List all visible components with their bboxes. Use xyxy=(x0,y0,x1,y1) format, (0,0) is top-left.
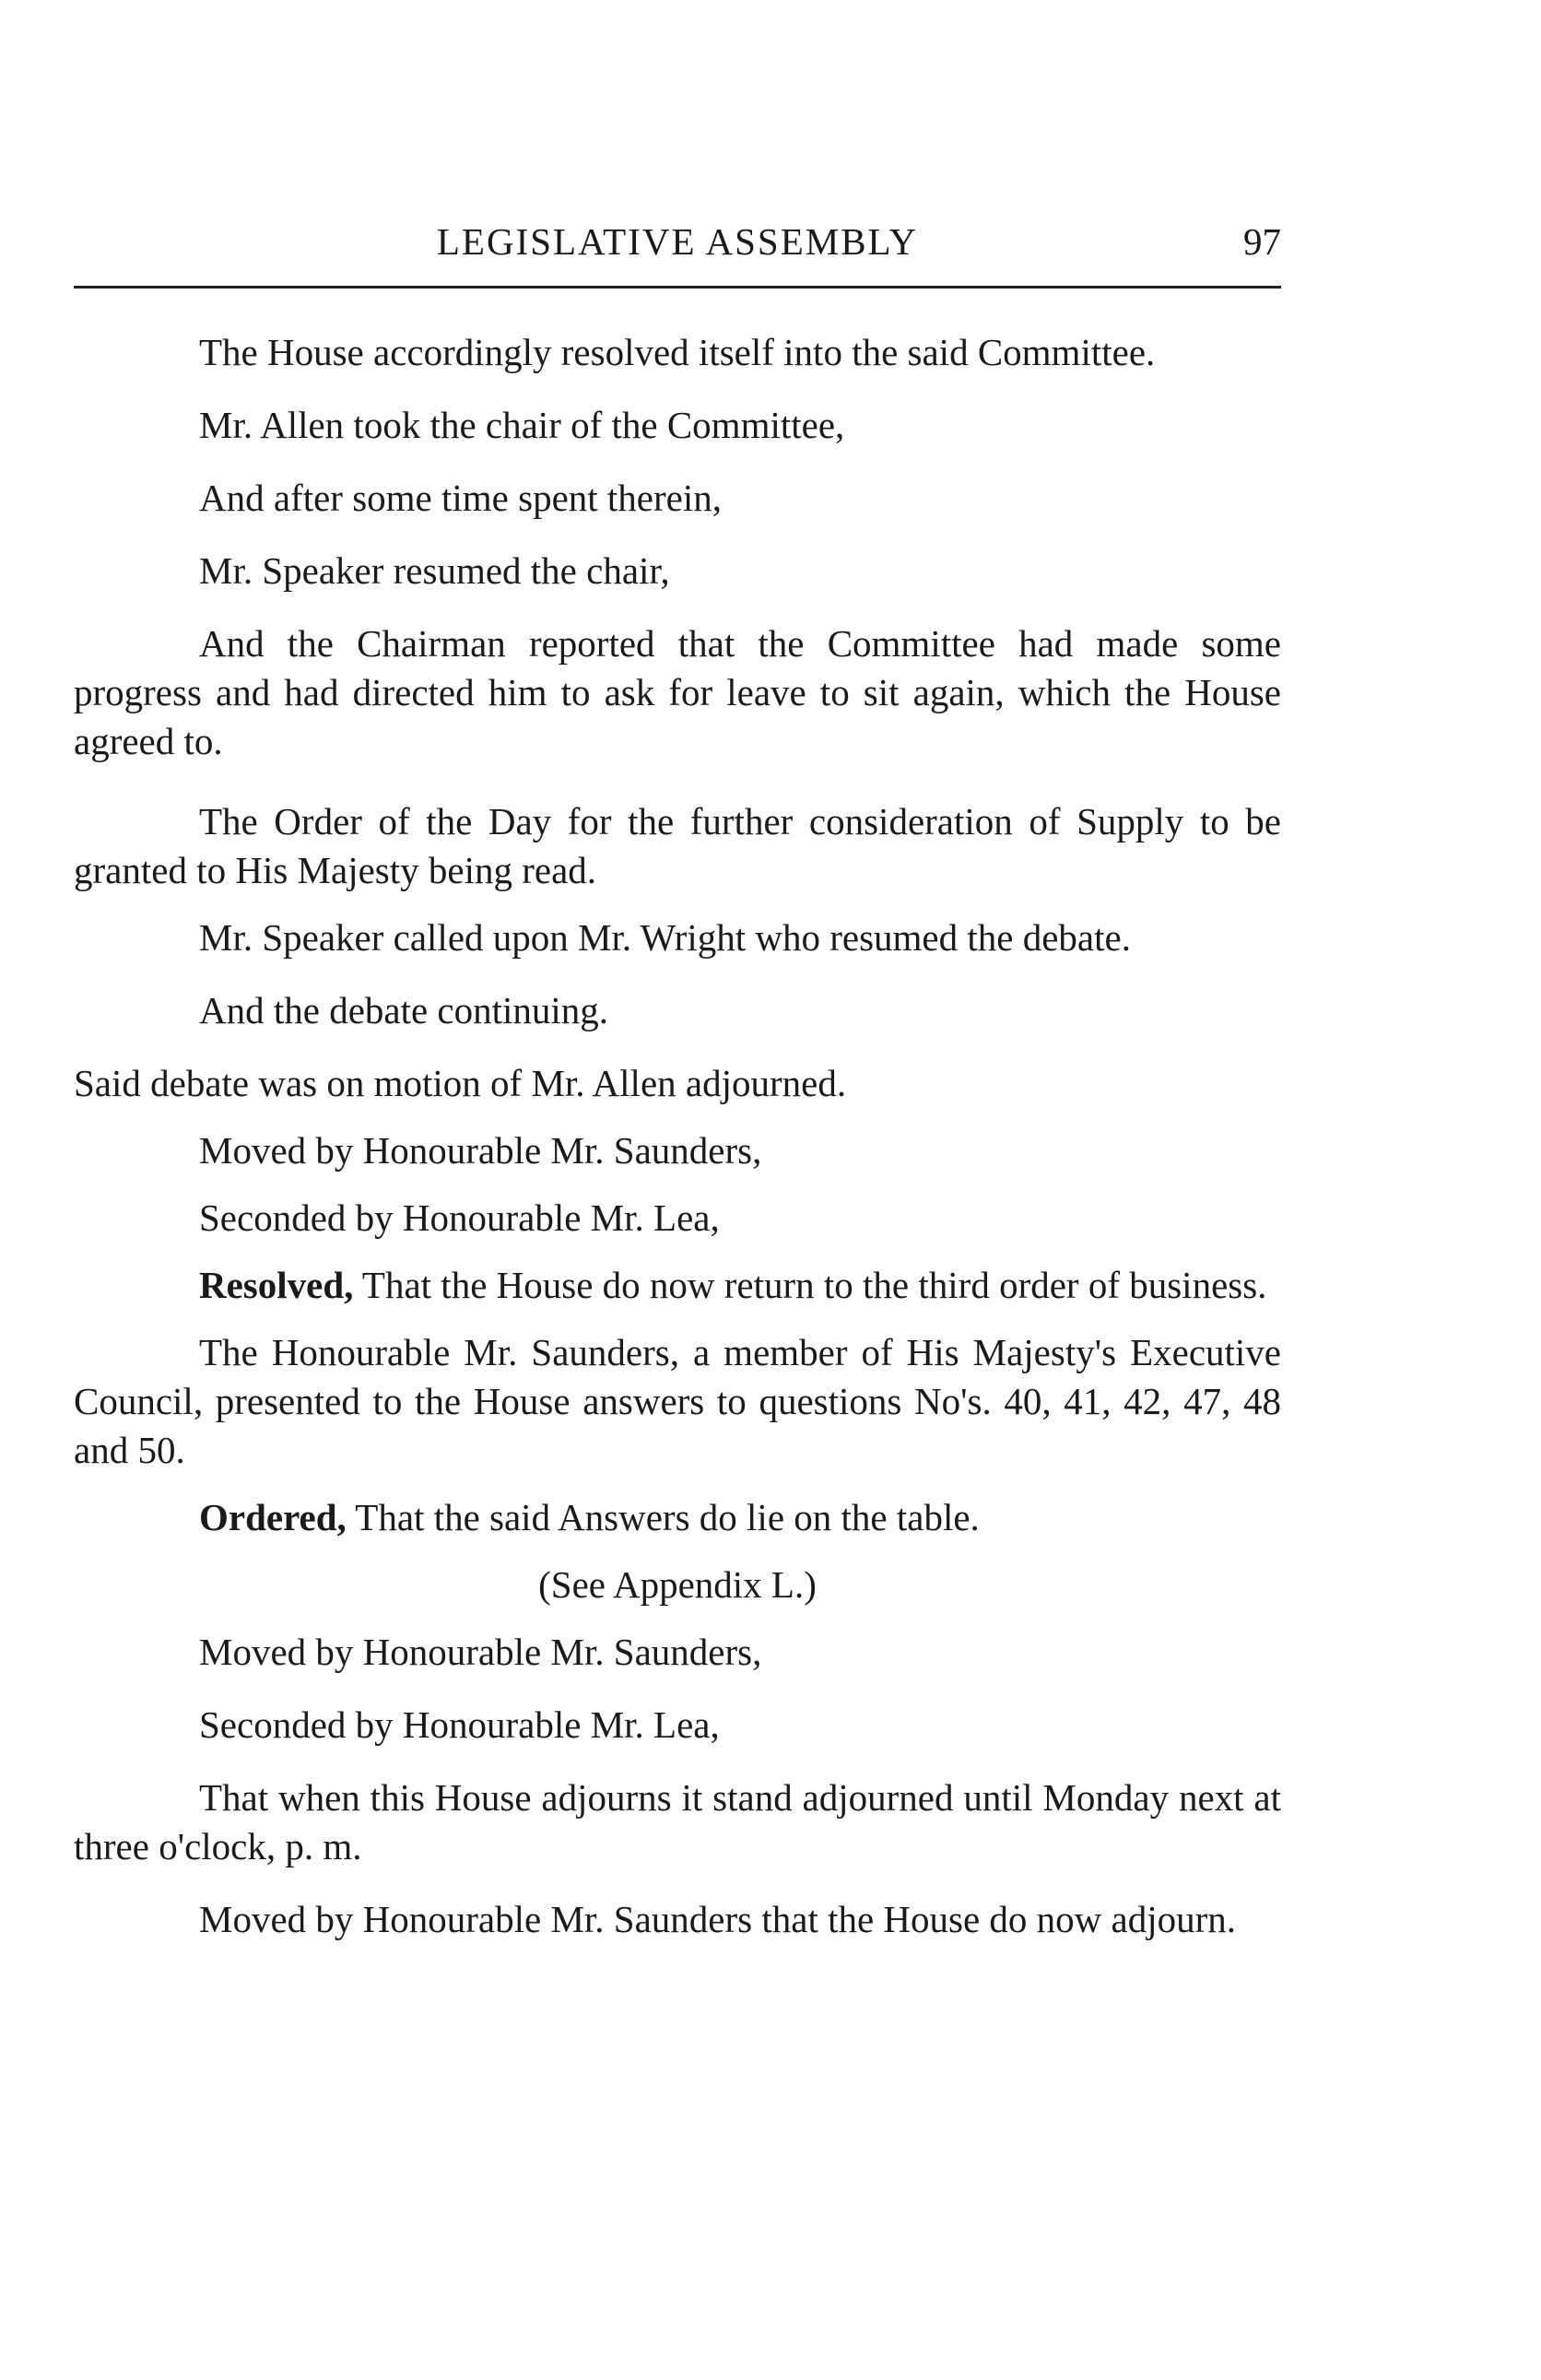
paragraph-appendix-ref: (See Appendix L.) xyxy=(538,1563,817,1606)
ordered-text: That the said Answers do lie on the table. xyxy=(346,1496,980,1538)
paragraph-adjourn-motion: Moved by Honourable Mr. Saunders that the House do now adjourn. xyxy=(199,1898,1237,1940)
paragraph-time-spent: And after some time spent therein, xyxy=(199,477,722,519)
paragraph-seconded: Seconded by Honourable Mr. Lea, xyxy=(199,1196,720,1239)
body-text xyxy=(74,328,1281,1944)
paragraph-moved: Moved by Honourable Mr. Saunders, xyxy=(199,1129,762,1172)
running-head xyxy=(74,219,1281,275)
paragraph-stand-adjourned: That when this House adjourns it stand adjourned until Monday next at three o'clock, p. m. xyxy=(74,1776,1281,1867)
paragraph-moved-2: Moved by Honourable Mr. Saunders, xyxy=(199,1631,762,1673)
paragraph-answers-presented: The Honourable Mr. Saunders, a member of His Majesty's Executive Council, presented to the House answers to questions No's. 40, 41, 42, 47, 48 and 50. xyxy=(74,1331,1281,1471)
paragraph-chair: Mr. Allen took the chair of the Committee, xyxy=(199,404,845,446)
paragraph-ordered xyxy=(74,1493,1281,1542)
paragraph-speaker-resumed: Mr. Speaker resumed the chair, xyxy=(199,549,670,592)
paragraph-chairman-report: And the Chairman reported that the Committee had made some progress and had directed him to ask for leave to sit again, which the House agreed to. xyxy=(74,622,1281,762)
page-number: 97 xyxy=(1243,220,1281,263)
ordered-keyword: Ordered, xyxy=(199,1496,347,1538)
header-rule xyxy=(74,286,1281,289)
paragraph-debate-continuing: And the debate continuing. xyxy=(199,989,609,1031)
resolved-text: That the House do now return to the third order of business. xyxy=(353,1264,1267,1306)
paragraph-adjourned: Said debate was on motion of Mr. Allen adjourned. xyxy=(74,1062,847,1104)
paragraph-order-of-day: The Order of the Day for the further consideration of Supply to be granted to His Majesty being read. xyxy=(74,800,1281,891)
paragraph-resolved xyxy=(74,1261,1281,1310)
running-title: LEGISLATIVE ASSEMBLY xyxy=(436,220,919,263)
paragraph-debate: Mr. Speaker called upon Mr. Wright who resumed the debate. xyxy=(199,916,1131,959)
resolved-keyword: Resolved, xyxy=(199,1264,354,1306)
paragraph-committee: The House accordingly resolved itself into the said Committee. xyxy=(199,331,1156,373)
paragraph-seconded-2: Seconded by Honourable Mr. Lea, xyxy=(199,1703,720,1746)
